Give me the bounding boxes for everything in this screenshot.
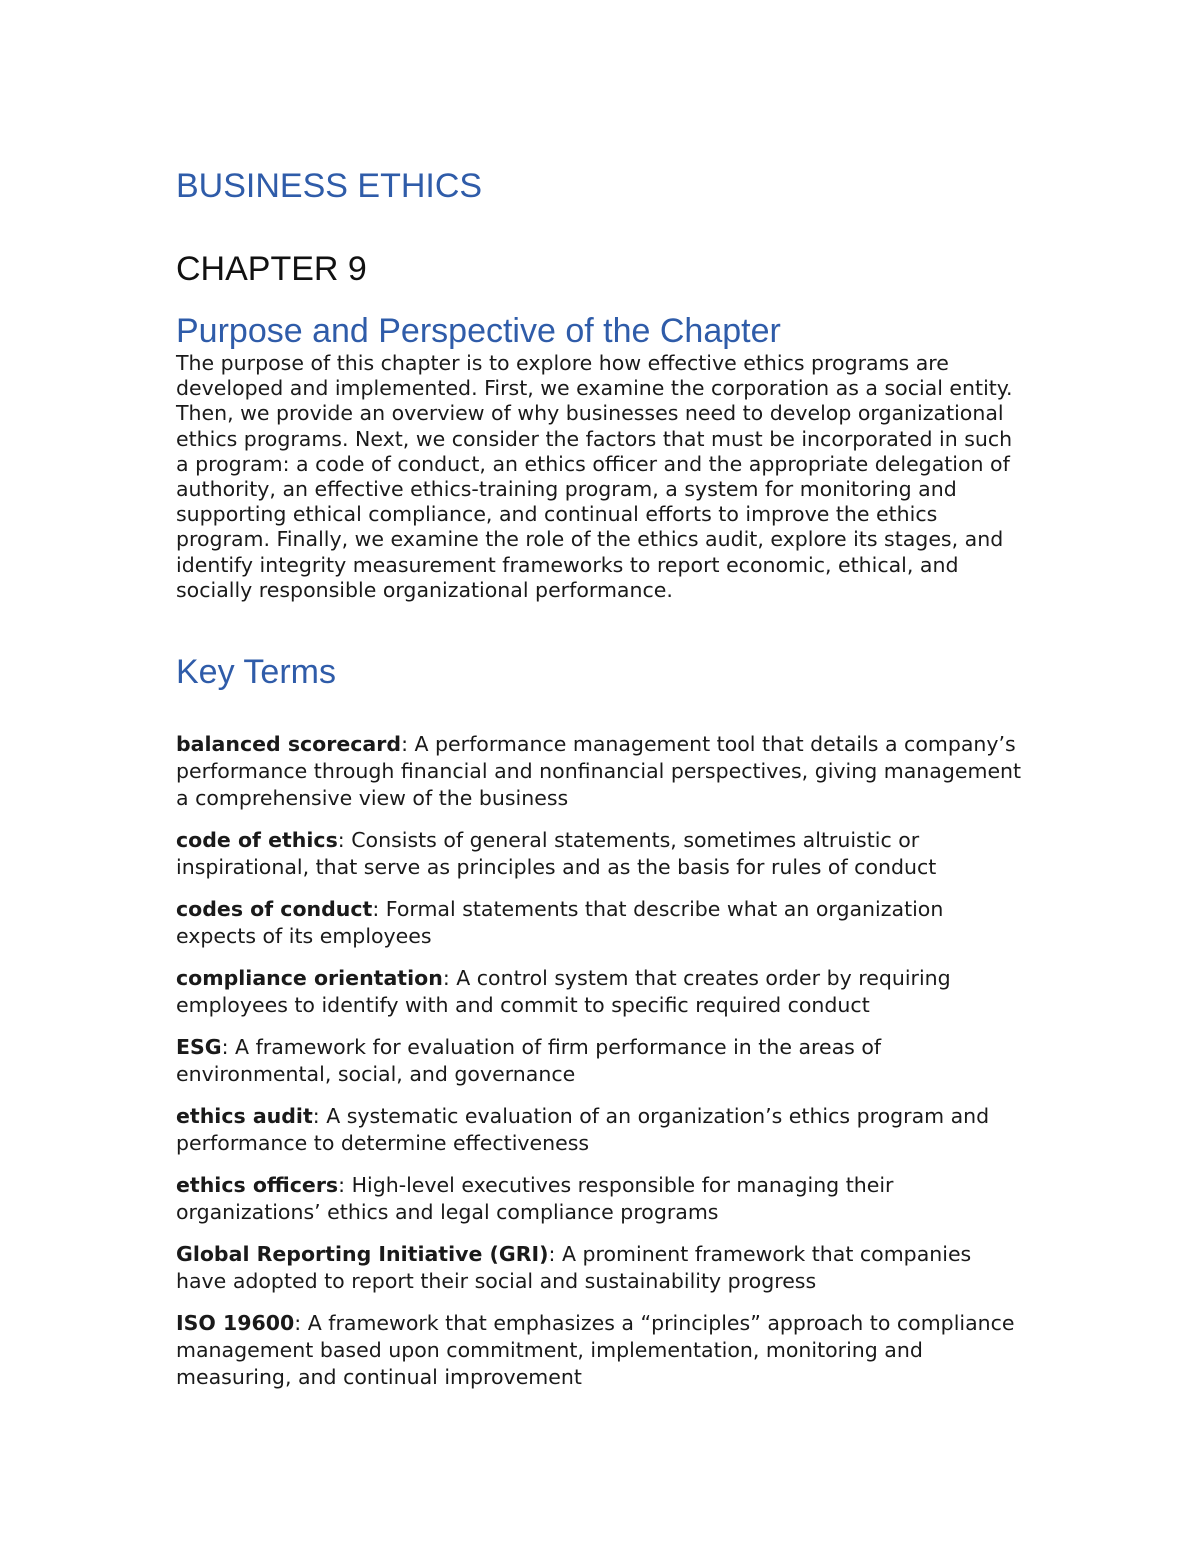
term-separator: : [442,966,457,990]
term-name: code of ethics [176,828,338,852]
term-definition: A control system that creates order by requiring employees to identify with and commit to specific required conduct [176,966,951,1017]
term-entry-esg [176,1034,1026,1088]
term-definition: A performance management tool that details a company’s performance through financial and nonfinancial perspectives, giving management a comprehensive view of the business [176,732,1022,810]
term-definition: Consists of general statements, sometimes altruistic or inspirational, that serve as principles and as the basis for rules of conduct [176,828,937,879]
term-entry-compliance-orientation [176,965,1026,1019]
term-name: Global Reporting Initiative (GRI) [176,1242,549,1266]
term-name: ESG [176,1035,222,1059]
term-separator: : [338,1173,352,1197]
chapter-label: CHAPTER 9 [176,250,367,288]
term-entry-ethics-officers [176,1172,1026,1226]
key-terms-list [176,731,1026,1406]
term-entry-codes-of-conduct [176,896,1026,950]
term-entry-code-of-ethics [176,827,1026,881]
term-entry-gri [176,1241,1026,1295]
term-name: ethics audit [176,1104,313,1128]
term-name: balanced scorecard [176,732,402,756]
term-separator: : [401,732,415,756]
term-separator: : [312,1104,327,1128]
term-separator: : [372,897,386,921]
book-title: BUSINESS ETHICS [176,167,483,205]
term-definition: Formal statements that describe what an organization expects of its employees [176,897,944,948]
term-name: ethics officers [176,1173,339,1197]
term-separator: : [294,1311,308,1335]
term-separator: : [548,1242,562,1266]
term-name: compliance orientation [176,966,443,990]
purpose-paragraph: The purpose of this chapter is to explore how effective ethics programs are developed and implemented. First, we examine the corporation as a social entity. Then, we provide an overview of why businesses need to develop organizational ethics programs. Next, we consider the factors that must be incorporated in such a program: a code of conduct, an ethics officer and the appropriate delegation of authority, an effective ethics-training program, a system for monitoring and supporting ethical compliance, and continual efforts to improve the ethics program. Finally, we examine the role of the ethics audit, explore its stages, and identify integrity measurement frameworks to report economic, ethical, and socially responsible organizational performance. [176,351,1013,602]
term-definition: A systematic evaluation of an organization’s ethics program and performance to determine effectiveness [176,1104,990,1155]
term-name: ISO 19600 [176,1311,295,1335]
term-entry-ethics-audit [176,1103,1026,1157]
term-definition: A prominent framework that companies have adopted to report their social and sustainability progress [176,1242,972,1293]
term-entry-balanced-scorecard [176,731,1026,812]
term-entry-iso-19600 [176,1310,1026,1391]
term-definition: High-level executives responsible for managing their organizations’ ethics and legal compliance programs [176,1173,894,1224]
term-separator: : [221,1035,236,1059]
document-page [176,0,1036,1553]
key-terms-heading: Key Terms [176,653,336,691]
term-definition: A framework for evaluation of firm performance in the areas of environmental, social, and governance [176,1035,882,1086]
term-name: codes of conduct [176,897,373,921]
term-separator: : [337,828,352,852]
term-definition: A framework that emphasizes a “principles” approach to compliance management based upon commitment, implementation, monitoring and measuring, and continual improvement [176,1311,1015,1389]
purpose-heading: Purpose and Perspective of the Chapter [176,312,781,350]
